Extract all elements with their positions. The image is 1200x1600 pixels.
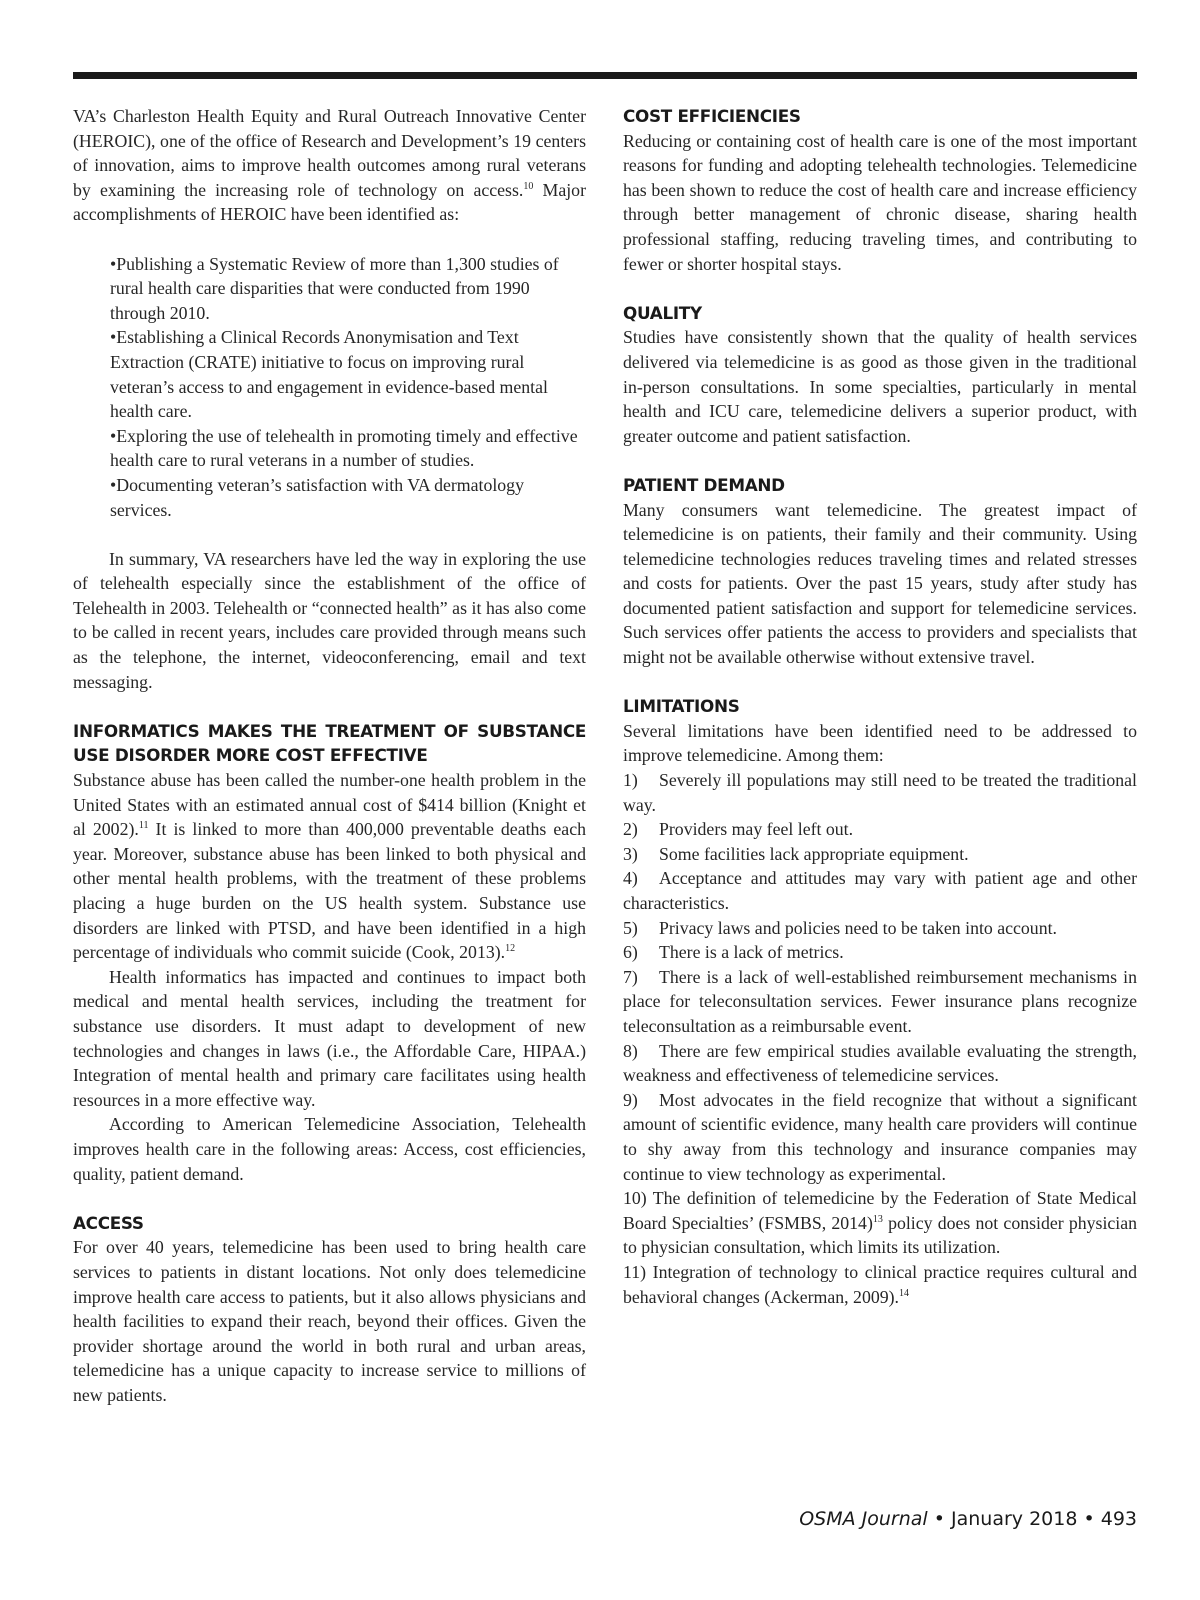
list-item: 9) Most advocates in the field recognize that without a significant amount of scientific evidence, many health care providers will continue to shy away from this technology and insurance companies may continue to view technology as experimental. [623,1089,1137,1184]
page-number: 493 [1100,1508,1137,1530]
list-item: 4) Acceptance and attitudes may vary with patient age and other characteristics. [623,868,1137,913]
footnote-ref: 13 [872,1213,883,1225]
issue-date: January 2018 [951,1508,1078,1530]
list-item: •Documenting veteran’s satisfaction with VA dermatology services. [110,474,524,520]
list-item: 6) There is a lack of metrics. [623,942,844,963]
footnote-ref: 11 [138,820,149,832]
accomplishments-list [110,252,586,523]
limitations-intro: Several limitations have been identified need to be addressed to improve telemedicine. Among them: [623,720,1137,766]
limitations-list [623,768,1137,1309]
list-item: •Establishing a Clinical Records Anonymisation and Text Extraction (CRATE) initiative to focus on improving rural veteran’s access to and engagement in evidence-based mental health care. [110,327,548,422]
top-rule [73,72,1137,79]
limitations-heading: LIMITATIONS [623,696,740,717]
list-item: 8) There are few empirical studies available evaluating the strength, weakness and effectiveness of telemedicine services. [623,1040,1137,1086]
list-item: 11) Integration of technology to clinical practice requires cultural and behavioral changes (Ackerman, 2009).$^{14}$ [623,1261,1137,1307]
summary-paragraph: In summary, VA researchers have led the way in exploring the use of telehealth especially since the establishment of the office of Telehealth in 2003. Telehealth or “connected health” as it has also come to be called in recent years, includes care provided through means such as the telephone, the internet, videoconferencing, email and text messaging. [73,548,586,692]
right-column [623,104,1137,1309]
list-item: 5) Privacy laws and policies need to be taken into account. [623,917,1057,938]
quality-heading: QUALITY [623,302,702,323]
informatics-heading: INFORMATICS MAKES THE TREATMENT OF SUBSTANCE USE DISORDER MORE COST EFFECTIVE [73,720,586,766]
quality-paragraph: Studies have consistently shown that the quality of health services delivered via telemedicine is as good as those given in the traditional in-person consultations. In some specialties, particularly in mental health and ICU care, telemedicine delivers a superior product, with greater outcome and patient satisfaction. [623,327,1137,446]
access-heading: ACCESS [73,1212,144,1233]
access-paragraph: For over 40 years, telemedicine has been used to bring health care services to patients in distant locations. Not only does telemedicine improve health care access to patients, but it also allows physicians and health facilities to expand their reach, beyond their offices. Given the provider shortage around the world in both rural and urban areas, telemedicine has a unique capacity to increase service to millions of new patients. [73,1237,586,1405]
footnote-ref: 14 [899,1287,909,1299]
cost-heading: COST EFFICIENCIES [623,106,801,126]
informatics-paragraph-3: According to American Telemedicine Association, Telehealth improves health care in the following areas: Access, cost efficiencies, quality, patient demand. [73,1114,586,1184]
page-footer: OSMA Journal • January 2018 • 493 [799,1508,1137,1530]
list-item: 10) The definition of telemedicine by the Federation of State Medical Board Specialties’ (FSMBS, 2014)$^{13}$ policy does not consider physician to physician consultation, which limits its utilization. [623,1188,1138,1258]
intro-paragraph: VA’s Charleston Health Equity and Rural Outreach Innovative Center (HEROIC), one of the office of Research and Development’s 19 centers of innovation, aims to improve health outcomes among rural veterans by examining the increasing role of technology on access.$^{10}$ Major accomplishments of HEROIC have been identified as: [73,106,586,225]
list-item: 7) There is a lack of well-established reimbursement mechanisms in place for teleconsultation services. Fewer insurance plans recognize teleconsultation as a reimbursable event. [623,966,1137,1036]
list-item: 2) Providers may feel left out. [623,819,854,840]
list-item: •Publishing a Systematic Review of more than 1,300 studies of rural health care disparities that were conducted from 1990 through 2010. [110,253,559,323]
informatics-paragraph-2: Health informatics has impacted and continues to impact both medical and mental health services, including the treatment for substance use disorders. It must adapt to development of new technologies and changes in laws (i.e., the Affordable Care, HIPAA.) Integration of mental health and primary care facilitates using health resources in a more effective way. [73,966,586,1110]
list-item: •Exploring the use of telehealth in promoting timely and effective health care to rural veterans in a number of studies. [110,425,578,471]
informatics-paragraph-1: Substance abuse has been called the number-one health problem in the United States with an estimated annual cost of $414 billion (Knight et al 2002).$^{11}$ It is linked to more than 400,000 preventable deaths each year. Moreover, substance abuse has been linked to both physical and other mental health problems, with the treatment of these problems placing a huge burden on the US health system. Substance use disorders are linked with PTSD, and have been identified in a high percentage of individuals who commit suicide (Cook, 2013).$^{12}$ [73,770,586,963]
journal-name: OSMA Journal [799,1508,928,1530]
list-item: 1) Severely ill populations may still need to be treated the traditional way. [623,770,1137,815]
cost-paragraph: Reducing or containing cost of health care is one of the most important reasons for funding and adopting telehealth technologies. Telemedicine has been shown to reduce the cost of health care and increase efficiency through better management of chronic disease, sharing health professional staffing, reducing traveling times, and contributing to fewer or shorter hospital stays. [623,130,1137,274]
footnote-ref: 10 [523,180,534,192]
footnote-ref: 12 [505,943,516,955]
left-column [73,104,586,1407]
list-item: 3) Some facilities lack appropriate equipment. [623,843,969,864]
demand-heading: PATIENT DEMAND [623,474,785,495]
demand-paragraph: Many consumers want telemedicine. The greatest impact of telemedicine is on patients, their family and their community. Using telemedicine technologies reduces traveling times and related stresses and costs for patients. Over the past 15 years, study after study has documented patient satisfaction and support for telemedicine services. Such services offer patients the access to providers and specialists that might not be available otherwise without extensive travel. [623,499,1137,668]
